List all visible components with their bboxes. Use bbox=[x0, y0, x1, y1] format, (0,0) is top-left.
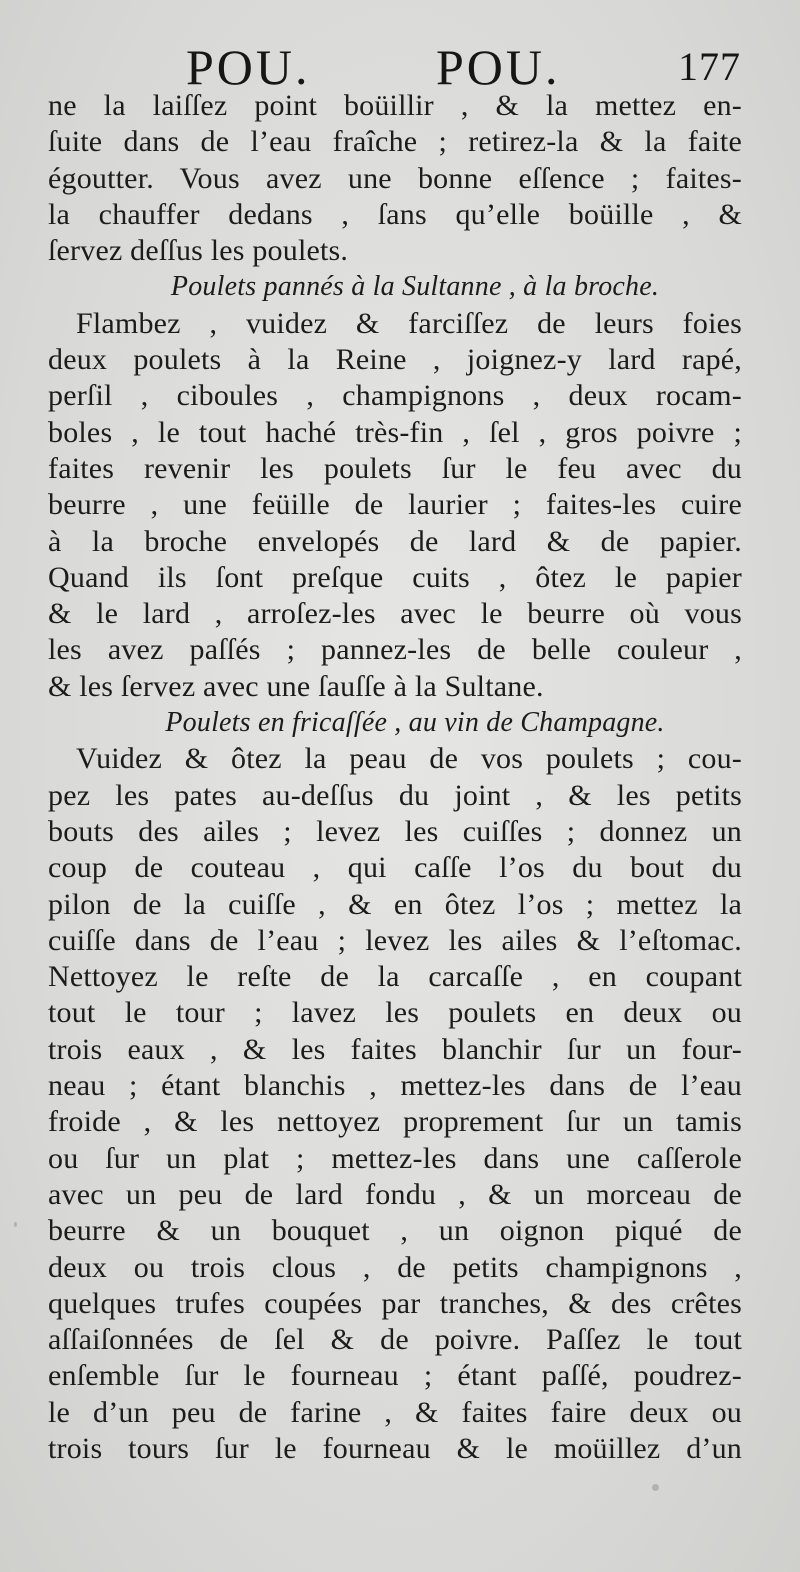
text-line: Vuidez & ôtez la peau de vos poulets ; cou- bbox=[76, 742, 742, 776]
text-line: faites revenir les poulets ſur le feu avec du bbox=[48, 451, 742, 485]
running-head-middle: POU. bbox=[436, 39, 561, 95]
text-line: froide , & les nettoyez proprement ſur un tamis bbox=[48, 1105, 742, 1139]
text-line: perſil , ciboules , champignons , deux rocam- bbox=[48, 379, 742, 413]
text-line: la chauffer dedans , ſans qu’elle boüille , & bbox=[48, 197, 742, 231]
text-line: Flambez , vuidez & farciſſez de leurs foies bbox=[76, 306, 742, 340]
text-line: deux ou trois clous , de petits champignons , bbox=[48, 1250, 742, 1284]
page-text bbox=[48, 88, 742, 1467]
text-line: à la broche envelopés de lard & de papier. bbox=[48, 524, 742, 558]
text-line: beurre , une feüille de laurier ; faites-les cuire bbox=[48, 488, 742, 522]
page-number: 177 bbox=[678, 44, 741, 89]
text-line: beurre & un bouquet , un oignon piqué de bbox=[48, 1214, 742, 1248]
text-line: pilon de la cuiſſe , & en ôtez l’os ; mettez la bbox=[48, 887, 742, 921]
recipe-title: Poulets pannés à la Sultanne , à la broche. bbox=[170, 271, 660, 303]
text-line: trois eaux , & les faites blanchir ſur un four- bbox=[48, 1032, 742, 1066]
text-line: Nettoyez le reſte de la carcaſſe , en coupant bbox=[48, 960, 742, 994]
ink-speck bbox=[14, 1222, 17, 1227]
text-line: quelques trufes coupées par tranches, & des crêtes bbox=[48, 1286, 742, 1320]
text-line: ſuite dans de l’eau fraîche ; retirez-la & la faite bbox=[48, 125, 742, 159]
text-line: boles , le tout haché très-fin , ſel , gros poivre ; bbox=[48, 415, 742, 449]
text-line: pez les pates au-deſſus du joint , & les petits bbox=[48, 778, 742, 812]
text-line: trois tours ſur le fourneau & le moüillez d’un bbox=[48, 1431, 742, 1465]
text-line: ſervez deſſus les poulets. bbox=[48, 234, 349, 268]
text-line: & le lard , arroſez-les avec le beurre où vous bbox=[48, 597, 742, 631]
text-line: Quand ils ſont preſque cuits , ôtez le papier bbox=[48, 560, 742, 594]
text-line: coup de couteau , qui caſſe l’os du bout du bbox=[48, 851, 742, 885]
text-line: cuiſſe dans de l’eau ; levez les ailes & l’eſtomac. bbox=[48, 923, 742, 957]
text-line: avec un peu de lard fondu , & un morceau de bbox=[48, 1177, 742, 1211]
text-line: le d’un peu de farine , & faites faire deux ou bbox=[48, 1395, 742, 1429]
text-line: les avez paſſés ; pannez-les de belle couleur , bbox=[48, 633, 742, 667]
text-line: neau ; étant blanchis , mettez-les dans de l’eau bbox=[48, 1069, 742, 1103]
text-line: égoutter. Vous avez une bonne eſſence ; faites- bbox=[48, 161, 742, 195]
text-line: & les ſervez avec une ſauſſe à la Sultane. bbox=[48, 669, 544, 703]
text-line: bouts des ailes ; levez les cuiſſes ; donnez un bbox=[48, 814, 742, 848]
text-line: aſſaiſonnées de ſel & de poivre. Paſſez le tout bbox=[48, 1323, 742, 1357]
recipe-title: Poulets en fricaſſée , au vin de Champagne. bbox=[165, 707, 665, 739]
text-line: ne la laiſſez point boüillir , & la mettez en- bbox=[48, 89, 742, 122]
ink-speck bbox=[652, 1484, 659, 1491]
text-line: tout le tour ; lavez les poulets en deux ou bbox=[48, 996, 742, 1030]
text-line: enſemble ſur le fourneau ; étant paſſé, poudrez- bbox=[48, 1359, 742, 1393]
text-line: deux poulets à la Reine , joignez-y lard rapé, bbox=[48, 343, 742, 377]
text-line: ou ſur un plat ; mettez-les dans une caſſerole bbox=[48, 1141, 742, 1175]
running-head-left: POU. bbox=[186, 39, 311, 95]
